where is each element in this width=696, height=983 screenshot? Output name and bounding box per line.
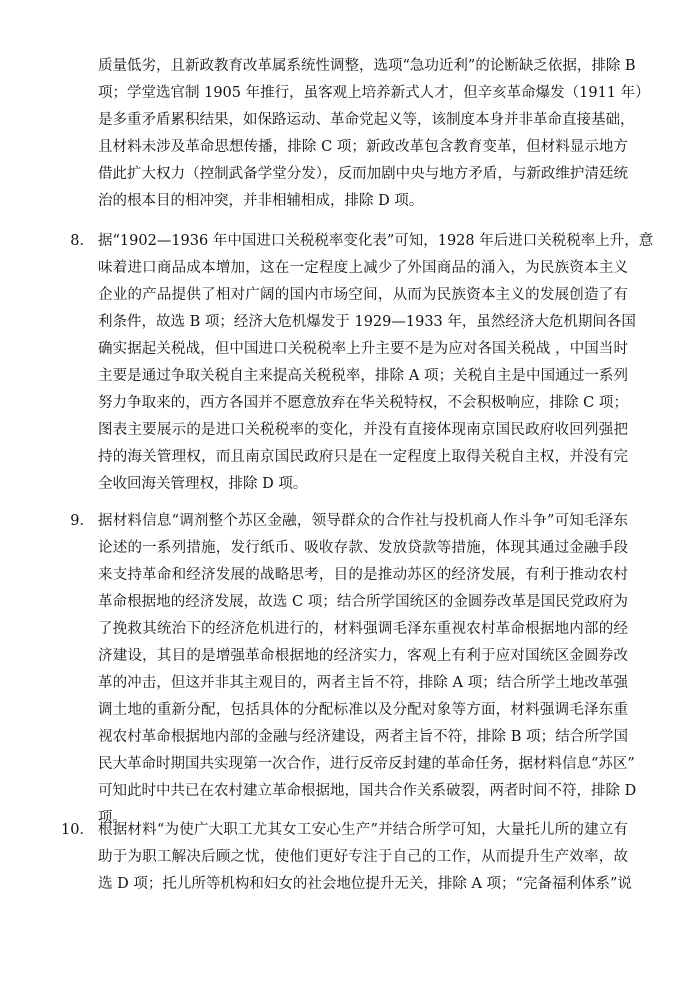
text-line: 且材料未涉及革命思想传播，排除 C 项；新政改革包含教育变革，但材料显示地方 <box>98 139 628 155</box>
text-line: 项。 <box>98 810 127 826</box>
text-line: 努力争取来的，西方各国并不愿意放弃在华关税特权，不会积极响应，排除 C 项； <box>98 395 628 411</box>
question-number: 10． <box>61 822 94 838</box>
text-line: 治的根本目的相冲突，并非相辅相成，排除 D 项。 <box>98 193 424 209</box>
text-line: 革的冲击，但这并非其主观目的，两者主旨不符，排除 A 项；结合所学土地改革强 <box>98 675 628 691</box>
text-line: 味着进口商品成本增加，这在一定程度上减少了外国商品的涌入，为民族资本主义 <box>98 260 628 276</box>
text-line: 根据材料“为使广大职工尤其女工安心生产”并结合所学可知，大量托儿所的建立有 <box>98 822 628 838</box>
text-line: 选 D 项；托儿所等机构和妇女的社会地位提升无关，排除 A 项；“完备福利体系”说 <box>98 876 632 892</box>
text-line: 质量低劣，且新政教育改革属系统性调整，选项“急功近利”的论断缺乏依据，排除 B <box>98 58 636 74</box>
text-line: 来支持革命和经济发展的战略思考，目的是推动苏区的经济发展，有利于推动农村 <box>98 567 628 583</box>
text-line: 项；学堂选官制 1905 年推行，虽客观上培养新式人才，但辛亥革命爆发（1911 年） <box>98 85 650 101</box>
text-line: 了挽救其统治下的经济危机进行的，材料强调毛泽东重视农村革命根据地内部的经 <box>98 621 628 637</box>
answer-block-10 <box>61 817 632 898</box>
text-line: 借此扩大权力（控制武备学堂分发），反而加剧中央与地方矛盾，与新政维护清廷统 <box>98 166 628 182</box>
text-line: 助于为职工解决后顾之忧，使他们更好专注于自己的工作，从而提升生产效率，故 <box>98 849 628 865</box>
text-line: 济建设，其目的是增强革命根据地的经济实力，客观上有利于应对国统区金圆券改 <box>98 648 628 664</box>
answer-block-8 <box>70 228 654 498</box>
text-line: 主要是通过争取关税自主来提高关税税率，排除 A 项；关税自主是中国通过一系列 <box>98 368 628 384</box>
text-line: 企业的产品提供了相对广阔的国内市场空间，从而为民族资本主义的发展创造了有 <box>98 287 628 303</box>
text-line: 据材料信息“调剂整个苏区金融，领导群众的合作社与投机商人作斗争”可知毛泽东 <box>98 513 628 529</box>
text-line: 可知此时中共已在农村建立革命根据地，国共合作关系破裂，两者时间不符，排除 D <box>98 783 637 799</box>
answer-block-7-continued <box>98 53 650 215</box>
text-line: 是多重矛盾累积结果，如保路运动、革命党起义等，该制度本身并非革命直接基础， <box>98 112 635 128</box>
text-line: 论述的一系列措施，发行纸币、吸收存款、发放贷款等措施，体现其通过金融手段 <box>98 540 628 556</box>
text-line: 图表主要展示的是进口关税税率的变化，并没有直接体现南京国民政府收回列强把 <box>98 422 628 438</box>
text-line: 调土地的重新分配，包括具体的分配标准以及分配对象等方面，材料强调毛泽东重 <box>98 702 628 718</box>
text-line: 民大革命时期国共实现第一次合作，进行反帝反封建的革命任务，据材料信息“苏区” <box>98 756 635 772</box>
text-line: 据“1902—1936 年中国进口关税税率变化表”可知，1928 年后进口关税税率上升，意 <box>98 233 654 249</box>
text-line: 全收回海关管理权，排除 D 项。 <box>98 476 308 492</box>
answer-block-9 <box>70 508 637 832</box>
text-line: 革命根据地的经济发展，故选 C 项；结合所学国统区的金圆券改革是国民党政府为 <box>98 594 628 610</box>
text-line: 视农村革命根据地内部的金融与经济建设，两者主旨不符，排除 B 项；结合所学国 <box>98 729 628 745</box>
question-number: 9． <box>70 513 94 529</box>
text-line: 持的海关管理权，而且南京国民政府只是在一定程度上取得关税自主权，并没有完 <box>98 449 628 465</box>
question-number: 8． <box>70 233 94 249</box>
text-line: 利条件，故选 B 项；经济大危机爆发于 1929—1933 年，虽然经济大危机期间各国 <box>98 314 636 330</box>
text-line: 确实据起关税战，但中国进口关税税率上升主要不是为应对各国关税战 ，中国当时 <box>98 341 628 357</box>
